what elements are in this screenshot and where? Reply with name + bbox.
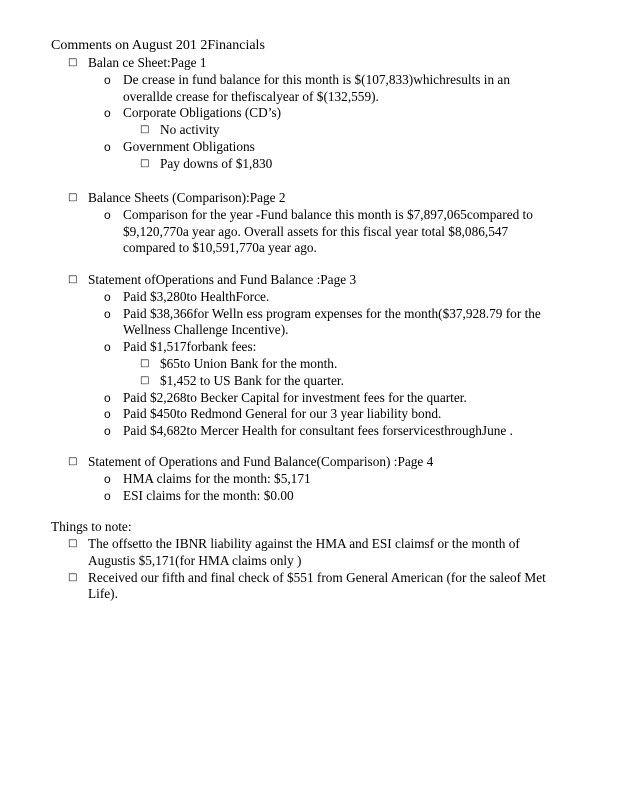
section-heading: Balance Sheets (Comparison):Page 2 (88, 190, 286, 205)
sub-list-item: $65to Union Bank for the month. (160, 355, 338, 371)
circle-bullet-icon: o (104, 72, 111, 87)
section-balance-sheet (52, 55, 572, 173)
circle-bullet-icon: o (104, 340, 111, 355)
square-bullet-icon: □ (140, 157, 150, 169)
list-item: Paid $3,280to HealthForce. (123, 288, 270, 304)
list-item: Paid $38,366for Welln ess program expenses for the month($37,928.79 for the Wellness Challenge Incentive). (123, 305, 541, 338)
circle-bullet-icon: o (104, 407, 111, 422)
section-statement-of-operations (52, 272, 572, 440)
notes-heading: Things to note: (51, 519, 132, 534)
list-item: Comparison for the year -Fund balance this month is $7,897,065compared to $9,120,770a year ago. Overall assets for this fiscal year total $8,086,547 compared to $10,591,770a year ago. (123, 206, 533, 256)
list-item: Paid $2,268to Becker Capital for investment fees for the quarter. (123, 389, 467, 405)
square-bullet-icon: □ (68, 571, 78, 583)
list-item: Paid $450to Redmond General for our 3 year liability bond. (123, 406, 442, 422)
section-statement-of-operations-comparison (52, 454, 572, 504)
circle-bullet-icon: o (104, 471, 111, 486)
list-item: Paid $1,517forbank fees: (123, 339, 257, 355)
square-bullet-icon: □ (68, 192, 78, 203)
circle-bullet-icon: o (104, 306, 111, 321)
section-heading: Balan ce Sheet:Page 1 (88, 55, 207, 70)
list-item: De crease in fund balance for this month is $(107,833)whichresults in an overallde crease for thefiscalyear of $(132,559). (123, 71, 510, 104)
note-item: The offsetto the IBNR liability against the HMA and ESI claimsf or the month of Augustis $5,171(for HMA claims only ) (88, 536, 520, 568)
sub-list-item: No activity (160, 122, 220, 138)
notes-list (52, 536, 572, 603)
circle-bullet-icon: o (104, 488, 111, 503)
list-item: ESI claims for the month: $0.00 (123, 487, 294, 503)
square-bullet-icon: □ (68, 456, 78, 467)
square-bullet-icon: □ (140, 374, 150, 386)
circle-bullet-icon: o (104, 106, 111, 121)
sub-list-item: $1,452 to US Bank for the quarter. (160, 372, 344, 388)
list-item: Corporate Obligations (CD’s) (123, 105, 282, 121)
section-heading: Statement of Operations and Fund Balance(Comparison) :Page 4 (88, 454, 434, 469)
note-item: Received our fifth and final check of $551 from General American (for the saleof Met Life). (88, 569, 546, 602)
list-item: Paid $4,682to Mercer Health for consultant fees forservicesthroughJune . (123, 423, 513, 439)
list-item: HMA claims for the month: $5,171 (123, 470, 311, 486)
square-bullet-icon: □ (140, 357, 150, 369)
document-title: Comments on August 201 2Financials (51, 38, 265, 53)
circle-bullet-icon: o (104, 289, 111, 304)
circle-bullet-icon: o (104, 139, 111, 154)
sub-list-item: Pay downs of $1,830 (160, 155, 273, 171)
circle-bullet-icon: o (104, 390, 111, 405)
square-bullet-icon: □ (68, 538, 78, 549)
square-bullet-icon: □ (68, 57, 78, 68)
section-heading: Statement ofOperations and Fund Balance :Page 3 (88, 272, 357, 287)
section-balance-sheets-comparison (52, 190, 572, 257)
circle-bullet-icon: o (104, 424, 111, 439)
square-bullet-icon: □ (140, 124, 150, 136)
circle-bullet-icon: o (104, 207, 111, 222)
square-bullet-icon: □ (68, 274, 78, 285)
list-item: Government Obligations (123, 138, 255, 154)
